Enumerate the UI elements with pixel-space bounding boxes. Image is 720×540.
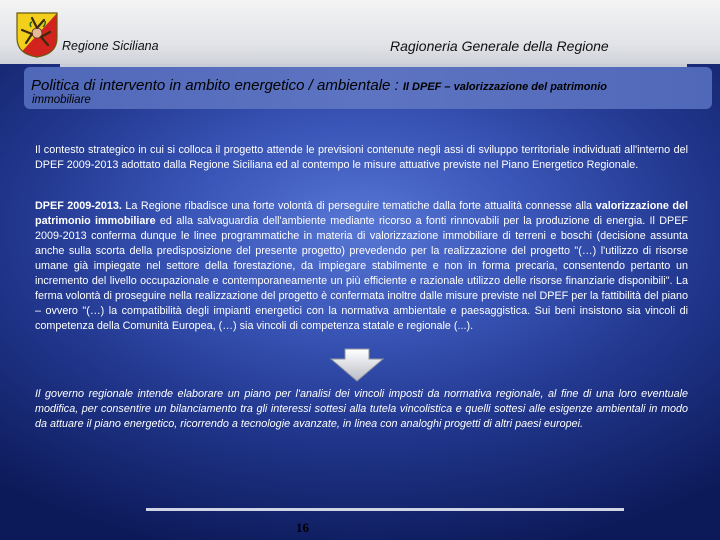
slide-title-sub: Il DPEF – valorizzazione del patrimonio (402, 81, 608, 93)
slide-title-tail: immobiliare (32, 94, 91, 106)
paragraph-context: Il contesto strategico in cui si colloca il progetto attende le previsioni contenute negli assi di sviluppo territoriale individuati all'interno del DPEF 2009-2013 adottato dalla Regione Siciliana ed al contempo le misure attuative previste nel Piano Energetico Regionale. (35, 144, 688, 171)
dpef-highlight: valorizzazione del patrimonio immobiliare (35, 200, 688, 227)
slide-title-main: Politica di intervento in ambito energetico / ambientale : (31, 77, 403, 94)
sicily-coat-of-arms-icon (16, 12, 58, 58)
dpef-text-2: ed alla salvaguardia dell'ambiente mediante ricorso a fonti rinnovabili per la produzione di energia. Il DPEF 2009-2013 conferma dunque le linee programmatiche in materia di valorizzazione immobiliare di terreni e boschi (decisione assunta anche sulla scorta della predisposizione del presente progetto) prevedendo per la realizzazione del progetto "(…) l'utilizzo di risorse umane già impiegate nel settore della forestazione, da impiegare stabilmente e non in forma precaria, consentendo pertanto un incremento del livello occupazionale e contemporaneamente un più efficiente e razionale utilizzo delle risorse finanziarie disponibili". La ferma volontà di proseguire nella realizzazione del progetto è confermata inoltre dalle misure previste nel DPEF per la fattibilità del piano – ovvero "(…) la compatibilità degli impianti energetici con la normativa ambientale e paesaggistica. Sui beni insistono sia vincoli di competenza della Comunità Europea, (…) sia vincoli di competenza statale e regionale (...). (35, 215, 688, 332)
footer-divider (146, 508, 624, 511)
dpef-text-1: La Regione ribadisce una forte volontà di perseguire tematiche dalla forte attualità connesse alla (121, 200, 596, 212)
dpef-heading: DPEF 2009-2013. (35, 200, 122, 212)
org-name-right: Ragioneria Generale della Regione (390, 38, 609, 54)
org-name-left: Regione Siciliana (62, 39, 159, 53)
paragraph-dpef (35, 199, 688, 334)
page-number: 16 (296, 520, 309, 535)
paragraph-government-plan: Il governo regionale intende elaborare un piano per l'analisi dei vincoli imposti da normativa regionale, al fine di una loro eventuale modifica, per consentire un bilanciamento tra gli interessi sottesi alla tutela vincolistica e quelli sottesi alle esigenze ambientali in modo da attuare il piano energetico, ricorrendo a tecnologie avanzate, in linea con analoghi progetti di altri paesi europei. (35, 388, 688, 430)
header-bar (0, 0, 720, 64)
slide-title (31, 77, 607, 94)
arrow-down-icon (330, 348, 384, 382)
